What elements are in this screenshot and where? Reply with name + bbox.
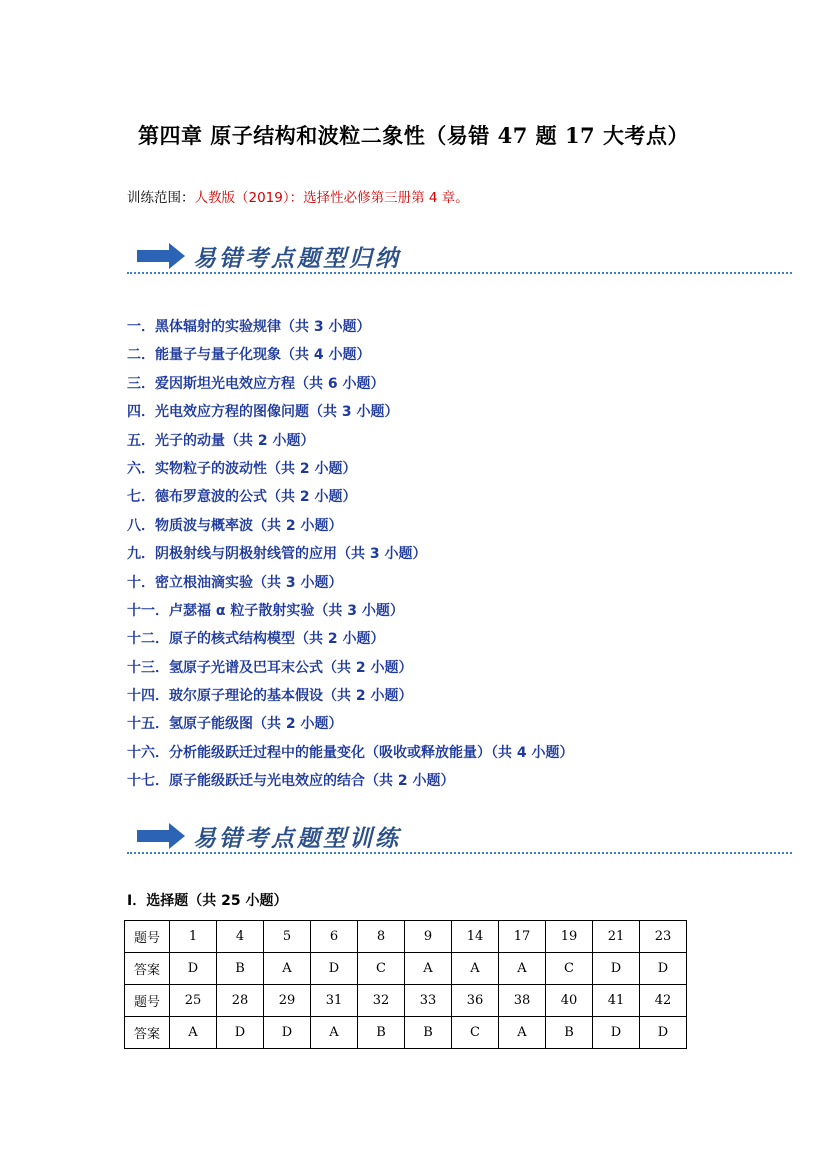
table-cell: D — [593, 953, 640, 985]
table-cell: 38 — [499, 985, 546, 1017]
dotted-divider — [127, 272, 792, 274]
scope-label: 训练范围： — [127, 190, 195, 206]
training-scope — [127, 186, 469, 206]
table-cell: B — [217, 953, 264, 985]
table-cell: C — [452, 1017, 499, 1049]
table-cell: A — [405, 953, 452, 985]
topic-list — [127, 317, 574, 800]
topic-item: 十二．原子的核式结构模型（共 2 小题） — [127, 631, 385, 648]
arrow-head-icon — [169, 823, 185, 849]
table-row — [125, 985, 687, 1017]
table-cell: D — [311, 953, 358, 985]
topic-item: 十四．玻尔原子理论的基本假设（共 2 小题） — [127, 688, 413, 705]
table-cell: 6 — [311, 921, 358, 953]
table-cell: A — [452, 953, 499, 985]
page-title: 第四章 原子结构和波粒二象性（易错 47 题 17 大考点） — [137, 123, 689, 148]
row-header: 题号 — [125, 985, 170, 1017]
topic-item: 八．物质波与概率波（共 2 小题） — [127, 517, 343, 534]
table-cell: A — [264, 953, 311, 985]
topic-item: 二．能量子与量子化现象（共 4 小题） — [127, 347, 371, 364]
table-cell: 36 — [452, 985, 499, 1017]
scope-value: 人教版（2019）：选择性必修第三册第 4 章。 — [194, 190, 469, 206]
table-cell: B — [546, 1017, 593, 1049]
table-cell: D — [217, 1017, 264, 1049]
banner-practice-text: 易错考点题型训练 — [193, 825, 401, 852]
table-cell: B — [405, 1017, 452, 1049]
table-cell: 8 — [358, 921, 405, 953]
table-cell: D — [640, 1017, 687, 1049]
table-row — [125, 953, 687, 985]
table-cell: 23 — [640, 921, 687, 953]
arrow-icon — [137, 250, 169, 262]
banner-summary — [127, 236, 792, 276]
row-header: 答案 — [125, 1017, 170, 1049]
table-row — [125, 1017, 687, 1049]
table-cell: A — [499, 953, 546, 985]
topic-item: 三．爱因斯坦光电效应方程（共 6 小题） — [127, 375, 385, 392]
table-cell: 33 — [405, 985, 452, 1017]
topic-item: 四．光电效应方程的图像问题（共 3 小题） — [127, 404, 399, 421]
table-cell: 40 — [546, 985, 593, 1017]
topic-item: 一．黑体辐射的实验规律（共 3 小题） — [127, 319, 371, 335]
table-cell: 31 — [311, 985, 358, 1017]
table-cell: 32 — [358, 985, 405, 1017]
table-cell: A — [170, 1017, 217, 1049]
table-cell: 28 — [217, 985, 264, 1017]
row-header: 答案 — [125, 953, 170, 985]
table-cell: 41 — [593, 985, 640, 1017]
row-header: 题号 — [125, 921, 170, 953]
topic-item: 十三．氢原子光谱及巴耳末公式（共 2 小题） — [127, 659, 413, 676]
table-cell: D — [593, 1017, 640, 1049]
table-cell: 19 — [546, 921, 593, 953]
table-cell: D — [264, 1017, 311, 1049]
banner-summary-text: 易错考点题型归纳 — [193, 245, 401, 272]
topic-item: 十．密立根油滴实验（共 3 小题） — [127, 574, 343, 591]
topic-item: 十六．分析能级跃迁过程中的能量变化（吸收或释放能量）（共 4 小题） — [127, 744, 574, 761]
table-cell: 29 — [264, 985, 311, 1017]
table-cell: B — [358, 1017, 405, 1049]
table-cell: 42 — [640, 985, 687, 1017]
table-cell: 14 — [452, 921, 499, 953]
dotted-divider — [127, 852, 792, 854]
table-cell: A — [499, 1017, 546, 1049]
table-cell: 9 — [405, 921, 452, 953]
table-cell: C — [546, 953, 593, 985]
topic-item: 六．实物粒子的波动性（共 2 小题） — [127, 460, 357, 477]
section-heading: Ⅰ．选择题（共 25 小题） — [127, 893, 288, 909]
topic-item: 十五．氢原子能级图（共 2 小题） — [127, 716, 343, 733]
table-cell: D — [640, 953, 687, 985]
table-row — [125, 921, 687, 953]
topic-item: 十一．卢瑟福 α 粒子散射实验（共 3 小题） — [127, 602, 404, 619]
table-cell: D — [170, 953, 217, 985]
table-cell: 1 — [170, 921, 217, 953]
answer-table — [124, 920, 687, 1049]
table-cell: 21 — [593, 921, 640, 953]
topic-item: 七．德布罗意波的公式（共 2 小题） — [127, 489, 357, 506]
table-cell: A — [311, 1017, 358, 1049]
arrow-head-icon — [169, 243, 185, 269]
arrow-icon — [137, 830, 169, 842]
topic-item: 十七．原子能级跃迁与光电效应的结合（共 2 小题） — [127, 773, 455, 790]
topic-item: 九．阴极射线与阴极射线管的应用（共 3 小题） — [127, 546, 427, 563]
table-cell: 5 — [264, 921, 311, 953]
table-cell: 25 — [170, 985, 217, 1017]
table-cell: 17 — [499, 921, 546, 953]
table-cell: C — [358, 953, 405, 985]
topic-item: 五．光子的动量（共 2 小题） — [127, 432, 315, 449]
banner-practice — [127, 816, 792, 856]
table-cell: 4 — [217, 921, 264, 953]
